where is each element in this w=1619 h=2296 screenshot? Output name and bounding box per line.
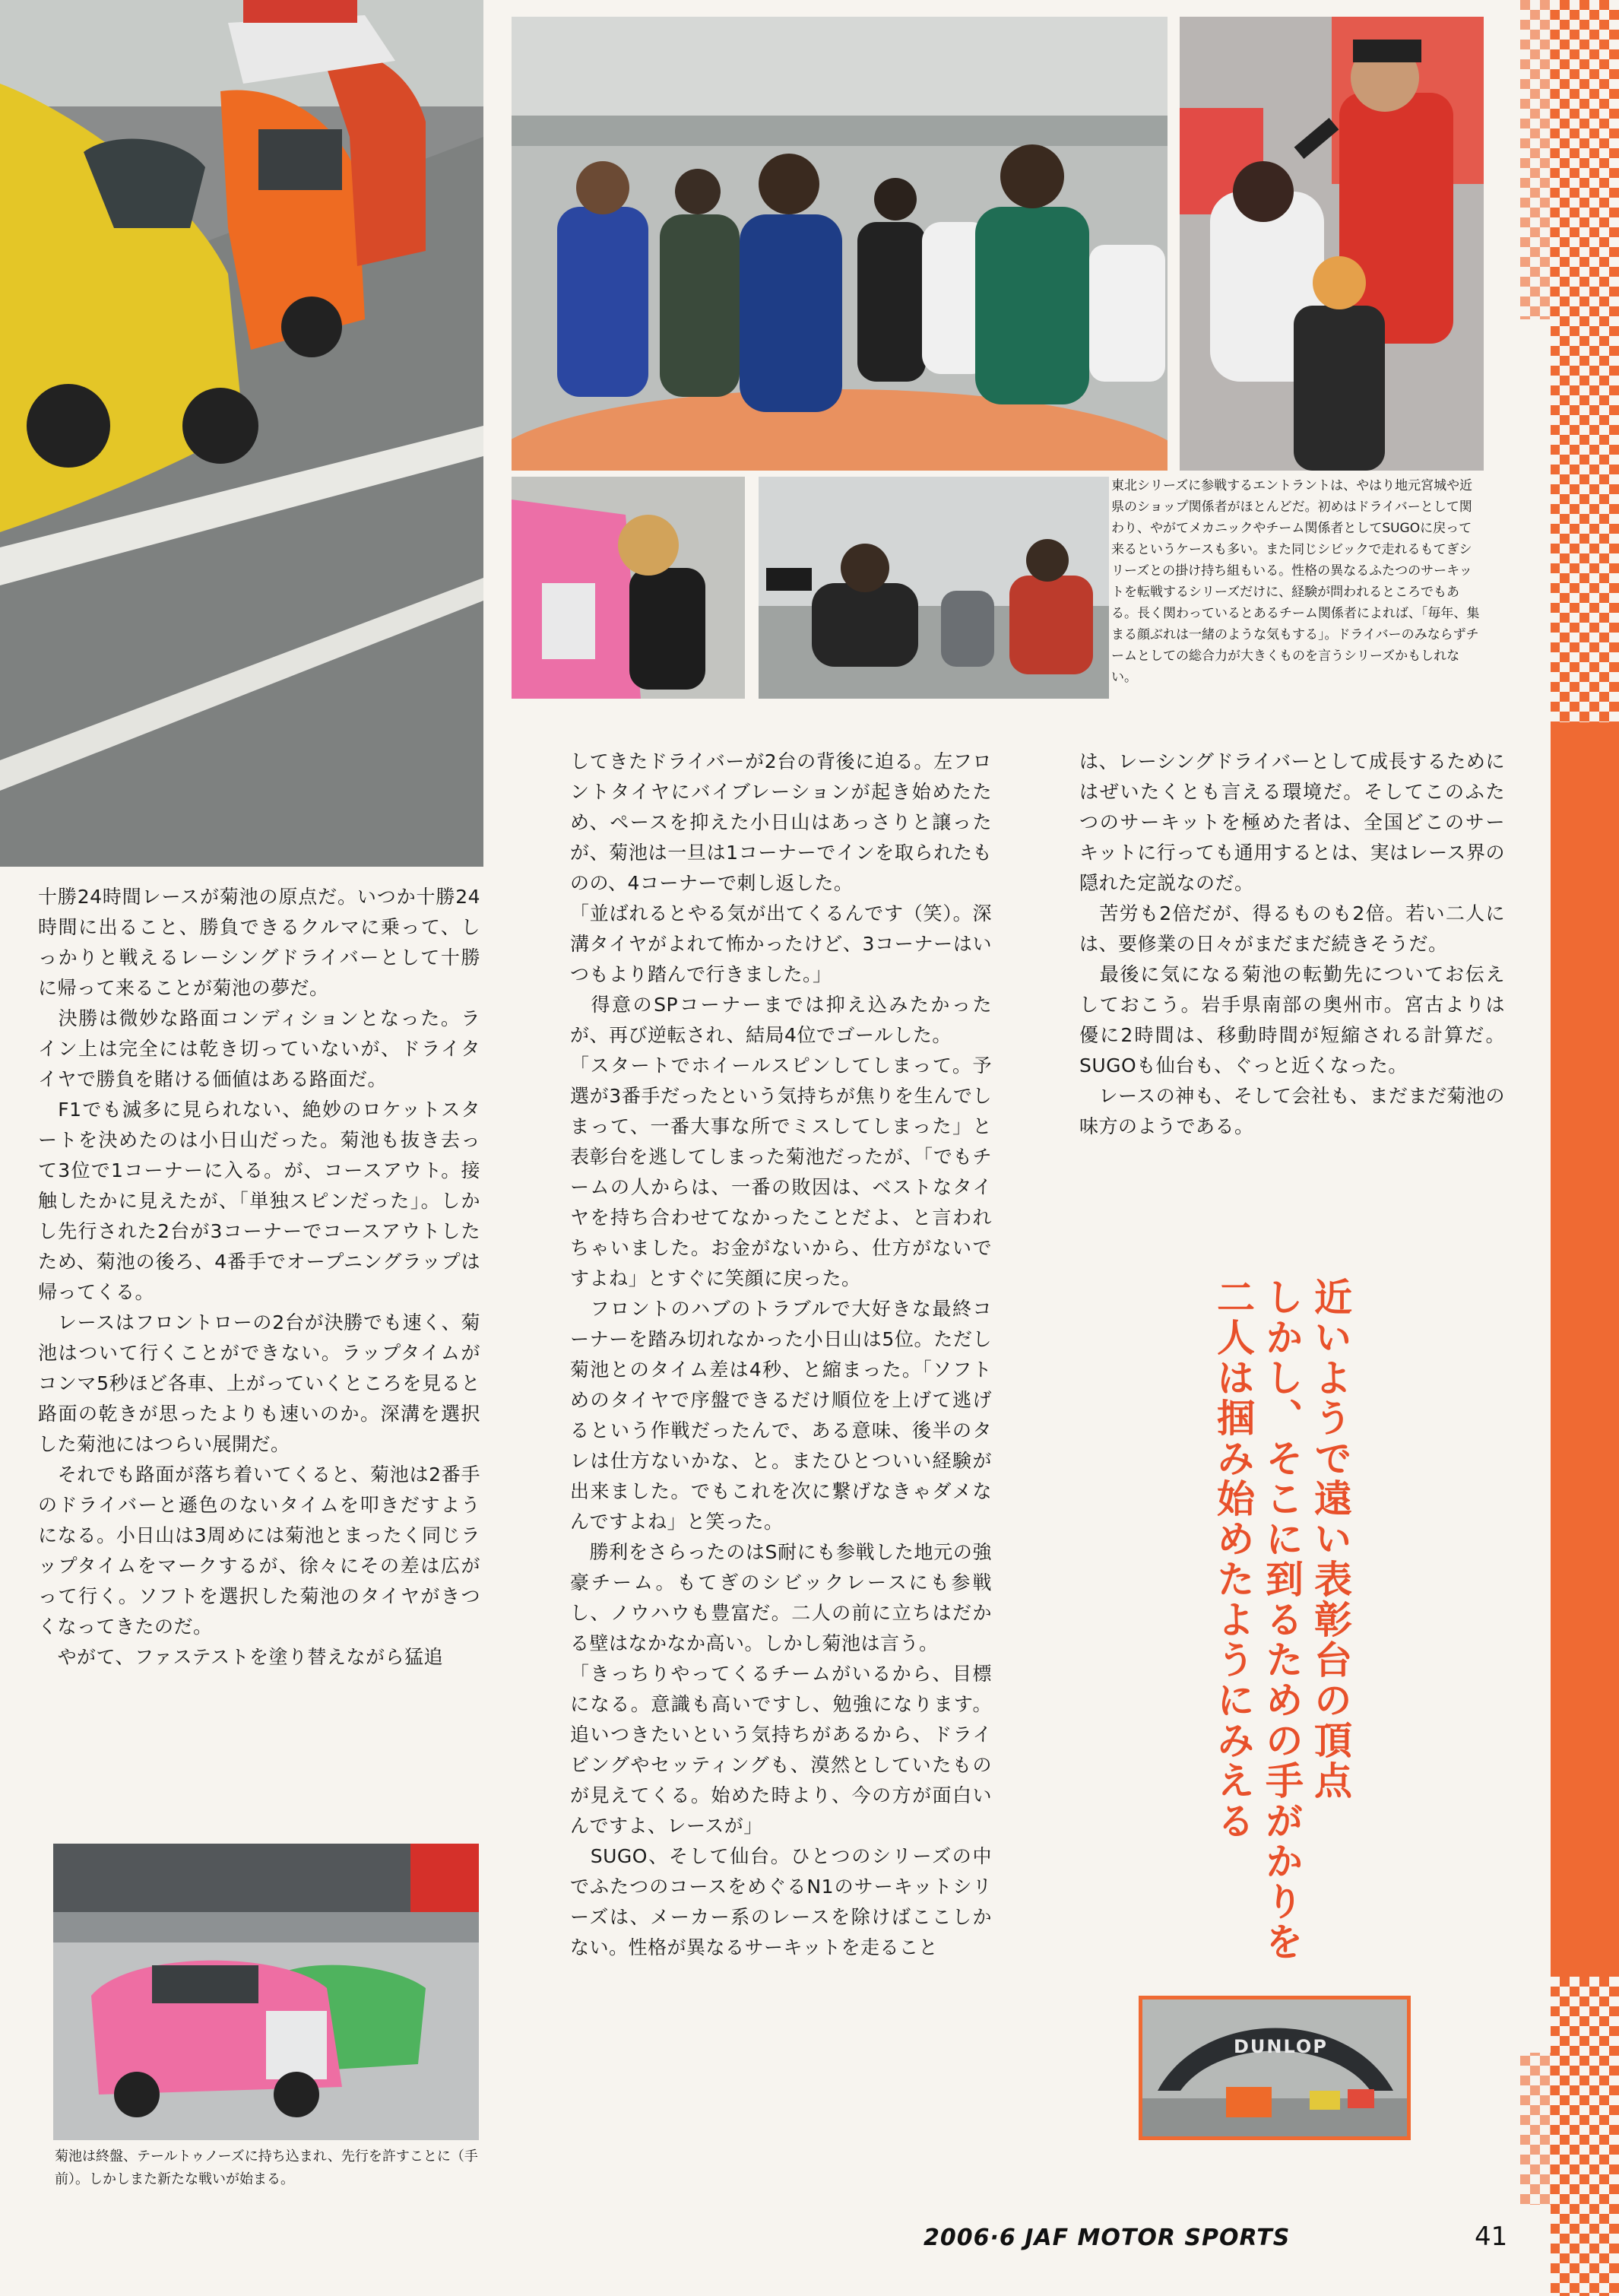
article-column-left xyxy=(38,882,480,1673)
photo-team-members xyxy=(512,17,1168,471)
footer-magazine-brand: 2006·6 JAF MOTOR SPORTS xyxy=(924,2225,1291,2251)
headline-line-3: 二人は掴み始めたようにみえる xyxy=(1211,1277,1256,1841)
paragraph: フロントのハブのトラブルで大好きな最終コーナーを踏み切れなかった小日山は5位。ただし菊池とのタイム差は4秒、と縮まった。「ソフトめのタイヤで序盤できるだけ順位を上げて逃げるという作戦だったんで、ある意味、後半のタレは仕方ないかな、と。またひとついい経験が出来ました。でもこれを次に繋げなきゃダメなんですよね」と笑った。 xyxy=(570,1298,992,1533)
headline-line-2: しかし、そこに到るための手がかりを xyxy=(1259,1277,1304,1962)
paragraph: 十勝24時間レースが菊池の原点だ。いつか十勝24時間に出ること、勝負できるクルマに乗って、しっかりと戦えるレーシングドライバーとして十勝に帰って来ることが菊池の夢だ。 xyxy=(38,886,480,999)
paragraph: 得意のSPコーナーまでは抑え込みたかったが、再び逆転され、結局4位でゴールした。 xyxy=(570,994,992,1046)
photo-dunlop-bridge xyxy=(1139,1996,1411,2140)
paragraph: 最後に気になる菊池の転勤先についてお伝えしておこう。岩手県南部の奥州市。宮古よりは優に2時間は、移動時間が短縮される計算だ。SUGOも仙台も、ぐっと近くなった。 xyxy=(1079,963,1505,1077)
caption-kikuchi-final: 菊池は終盤、テールトゥノーズに持ち込まれ、先行を許すことに（手前）。しかしまた新たな戦いが始まる。 xyxy=(55,2149,478,2187)
checkered-pattern xyxy=(1520,0,1619,2296)
paragraph: 勝利をさらったのはS耐にも参戦した地元の強豪チーム。もてぎのシビックレースにも参戦し、ノウハウも豊富だ。二人の前に立ちはだかる壁はなかなか高い。しかし菊池は言う。 xyxy=(570,1541,992,1654)
paragraph: 「並ばれるとやる気が出てくるんです（笑）。深溝タイヤがよれて怖かったけど、3コーナーはいつもより踏んで行きました。」 xyxy=(570,902,992,985)
article-column-middle xyxy=(570,747,992,1963)
headline-line-1: 近いようで遠い表彰台の頂点 xyxy=(1308,1277,1353,1801)
paragraph: レースの神も、そして会社も、まだまだ菊池の味方のようである。 xyxy=(1079,1085,1505,1137)
photo-pit-wall xyxy=(759,477,1109,699)
paragraph: してきたドライバーが2台の背後に迫る。左フロントタイヤにバイブレーションが起き始めたため、ペースを抑えた小日山はあっさりと譲ったが、菊池は一旦は1コーナーでインを取られたものの、4コーナーで刺し返した。 xyxy=(570,750,992,894)
photo-cars-lineup xyxy=(0,0,483,867)
paragraph: 決勝は微妙な路面コンディションとなった。ライン上は完全には乾き切っていないが、ドライタイヤで勝負を賭ける価値はある路面だ。 xyxy=(38,1007,480,1090)
paragraph: は、レーシングドライバーとして成長するためにはぜいたくとも言える環境だ。そしてこのふたつのサーキットを極めた者は、全国どこのサーキットに行っても通用するとは、実はレース界の隠れた定説なのだ。 xyxy=(1079,750,1505,894)
paragraph: F1でも滅多に見られない、絶妙のロケットスタートを決めたのは小日山だった。菊池も抜き去って3位で1コーナーに入る。が、コースアウト。接触したかに見えたが、「単独スピンだった」。しかし先行された2台が3コーナーでコースアウトしたため、菊池の後ろ、4番手でオープニングラップは帰ってくる。 xyxy=(38,1099,480,1303)
dunlop-banner-text: DUNLOP xyxy=(1234,2036,1328,2057)
paragraph: SUGO、そして仙台。ひとつのシリーズの中でふたつのコースをめぐるN1のサーキットシリーズは、メーカー系のレースを除けばここしかない。性格が異なるサーキットを走ること xyxy=(570,1845,992,1958)
page-number: 41 xyxy=(1475,2221,1508,2252)
headline-vertical xyxy=(1209,1277,1354,2038)
paragraph: それでも路面が落ち着いてくると、菊池は2番手のドライバーと遜色のないタイムを叩きだすようになる。小日山は3周めには菊池とまったく同じラップタイムをマークするが、徐々にその差は広がって行く。ソフトを選択した菊池のタイヤがきつくなってきたのだ。 xyxy=(38,1464,480,1638)
paragraph: やがて、ファステストを塗り替えながら猛追 xyxy=(38,1646,444,1668)
photo-interview xyxy=(1180,17,1484,471)
paragraph: 「きっちりやってくるチームがいるから、目標になる。意識も高いですし、勉強になります。追いつきたいという気持ちがあるから、ドライビングやセッティングも、漠然としていたものが見えてくる。始めた時より、今の方が面白いんですよ、レースが」 xyxy=(570,1663,992,1837)
paragraph: レースはフロントローの2台が決勝でも速く、菊池はついて行くことができない。ラップタイムがコンマ5秒ほど各車、上がっていくところを見ると路面の乾きが思ったよりも速いのか。深溝を選択した菊池にはつらい展開だ。 xyxy=(38,1311,480,1455)
article-column-right xyxy=(1079,747,1505,1142)
paragraph: 「スタートでホイールスピンしてしまって。予選が3番手だったという気持ちが焦りを生んでしまって、一番大事な所でミスしてしまった」と表彰台を逃してしまった菊池だったが、「でもチームの人からは、一番の敗因は、ベストなタイヤを持ち合わせてなかったことだよ、と言われちゃいました。お金がないから、仕方がないですよね」とすぐに笑顔に戻った。 xyxy=(570,1054,992,1289)
photo-race-battle xyxy=(53,1844,479,2140)
photo-pink-car-driver xyxy=(512,477,745,699)
caption-touhoku-series: 東北シリーズに参戦するエントラントは、やはり地元宮城や近県のショップ関係者がほとんどだ。初めはドライバーとして関わり、やがてメカニックやチーム関係者としてSUGOに戻って来るというケースも多い。また同じシビックで走れるもてぎシリーズとの掛け持ち組もいる。性格の異なるふたつのサーキットを転戦するシリーズだけに、経験が問われるところでもある。長く関わっているとあるチーム関係者によれば、「毎年、集まる顔ぶれは一緒のような気もする」。ドライバーのみならずチームとしての総合力が大きくものを言うシリーズかもしれない。 xyxy=(1111,478,1480,685)
paragraph: 苦労も2倍だが、得るものも2倍。若い二人には、要修業の日々がまだまだ続きそうだ。 xyxy=(1079,902,1505,955)
